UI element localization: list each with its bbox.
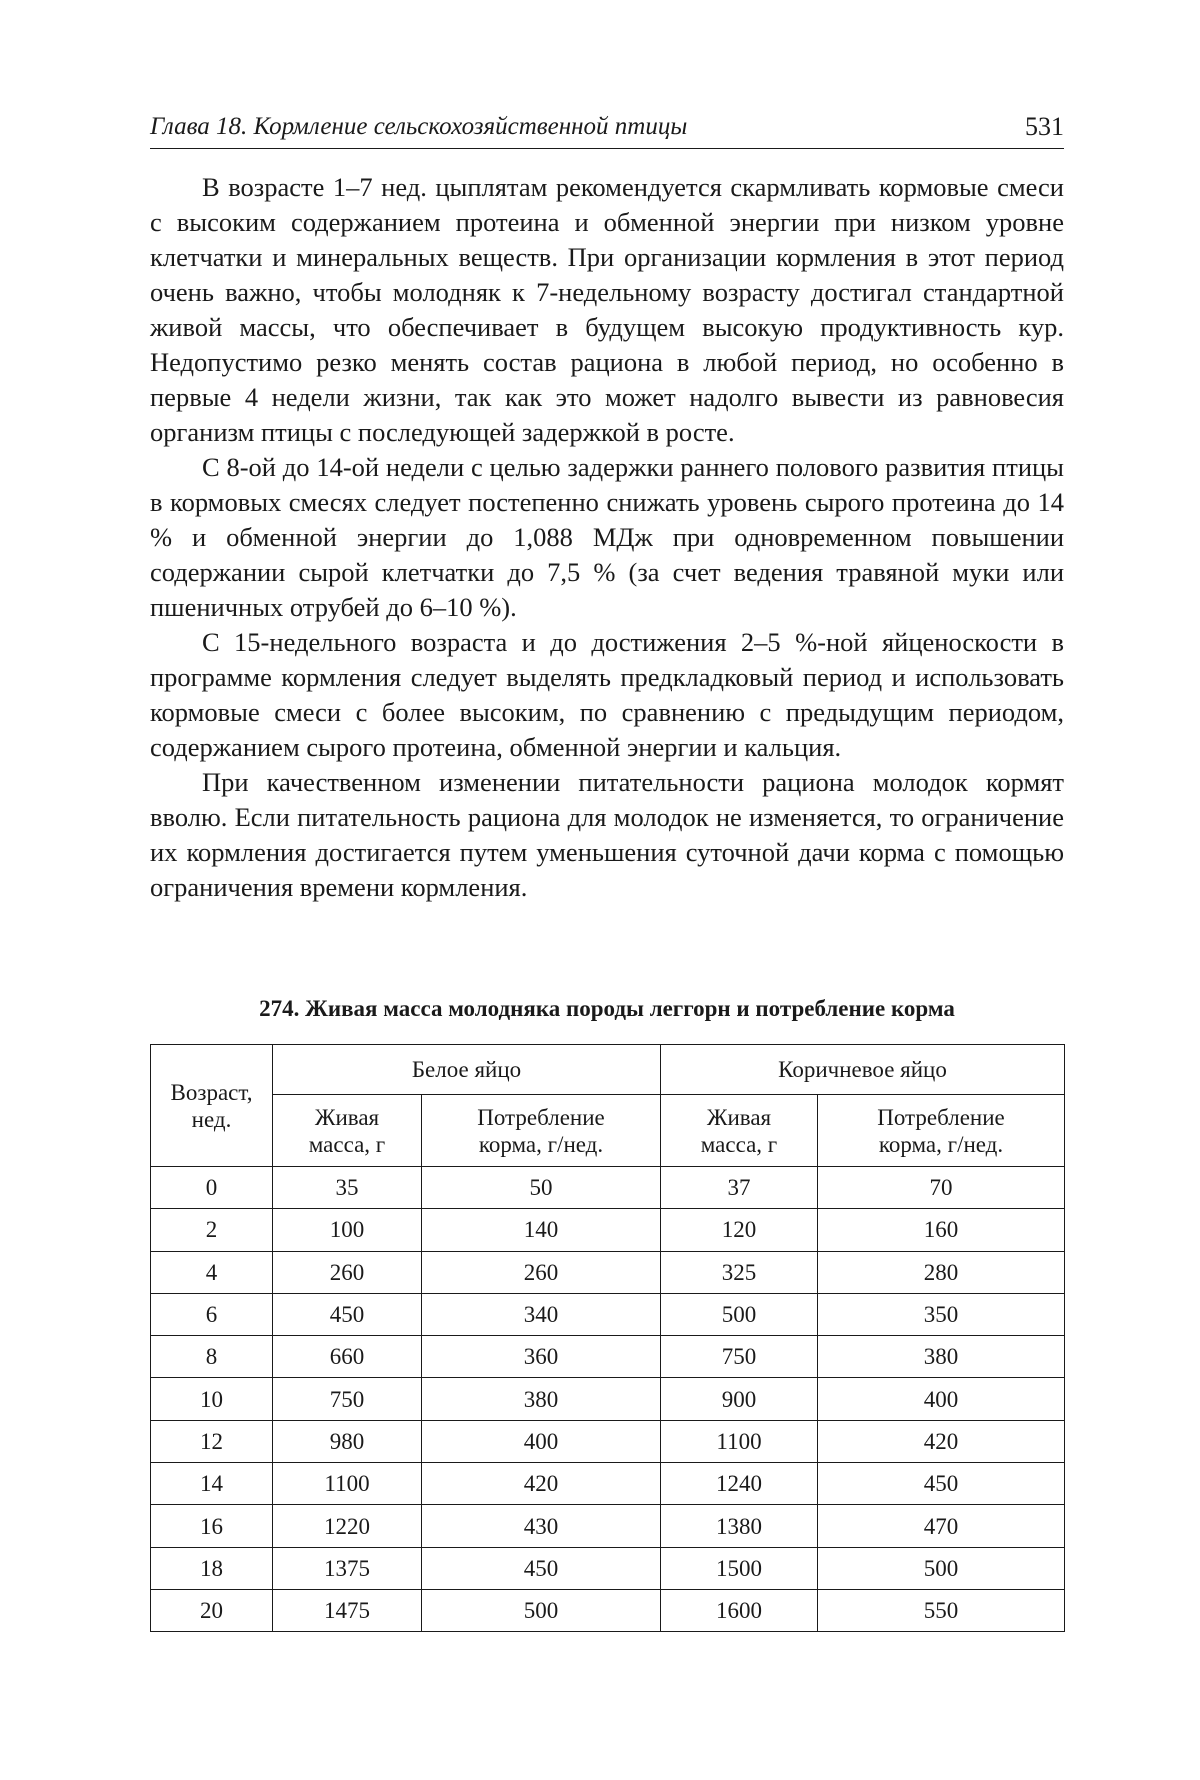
header-white-egg: Белое яйцо [273, 1045, 661, 1095]
cell-white-feed: 340 [422, 1293, 661, 1335]
cell-brown-live-mass: 1240 [661, 1463, 818, 1505]
table-row [151, 1420, 1065, 1462]
paragraph: При качественном изменении питательности рациона молодок кормят вволю. Если питательность рациона для молодок не изменяется, то ограничение их кормления достигается путем уменьшения суточной дачи корма с помощью ограничения времени кормления. [150, 767, 1064, 902]
table-body [151, 1167, 1065, 1632]
table-row [151, 1293, 1065, 1335]
table-row [151, 1336, 1065, 1378]
table-row [151, 1589, 1065, 1631]
cell-white-live-mass: 100 [273, 1209, 422, 1251]
cell-white-feed: 140 [422, 1209, 661, 1251]
cell-white-live-mass: 750 [273, 1378, 422, 1420]
cell-brown-live-mass: 500 [661, 1293, 818, 1335]
cell-white-feed: 400 [422, 1420, 661, 1462]
cell-white-feed: 360 [422, 1336, 661, 1378]
cell-brown-feed: 350 [818, 1293, 1065, 1335]
cell-white-feed: 500 [422, 1589, 661, 1631]
cell-brown-feed: 450 [818, 1463, 1065, 1505]
cell-brown-live-mass: 1380 [661, 1505, 818, 1547]
cell-white-feed: 260 [422, 1251, 661, 1293]
header-age: Возраст, нед. [151, 1045, 273, 1167]
cell-brown-live-mass: 1600 [661, 1589, 818, 1631]
cell-age: 14 [151, 1463, 273, 1505]
cell-white-live-mass: 1375 [273, 1547, 422, 1589]
header-brown-egg: Коричневое яйцо [661, 1045, 1065, 1095]
cell-white-feed: 420 [422, 1463, 661, 1505]
cell-age: 2 [151, 1209, 273, 1251]
cell-white-feed: 430 [422, 1505, 661, 1547]
chapter-title: Глава 18. Кормление сельскохозяйственной птицы [150, 113, 688, 140]
cell-white-live-mass: 450 [273, 1293, 422, 1335]
table-row [151, 1167, 1065, 1209]
table-caption: 274. Живая масса молодняка породы леггорн и потребление корма [259, 996, 955, 1021]
header-live-mass: Живая масса, г [661, 1095, 818, 1167]
cell-brown-feed: 70 [818, 1167, 1065, 1209]
cell-brown-feed: 400 [818, 1378, 1065, 1420]
header-feed-consumption: Потребление корма, г/нед. [422, 1095, 661, 1167]
table-row [151, 1463, 1065, 1505]
cell-age: 4 [151, 1251, 273, 1293]
cell-white-live-mass: 660 [273, 1336, 422, 1378]
header-feed-consumption: Потребление корма, г/нед. [818, 1095, 1065, 1167]
cell-brown-feed: 380 [818, 1336, 1065, 1378]
cell-white-live-mass: 1100 [273, 1463, 422, 1505]
paragraph: С 8-ой до 14-ой недели с целью задержки раннего полового развития птицы в кормовых смесях следует постепенно снижать уровень сырого протеина до 14 % и обменной энергии до 1,088 МДж при одновременном повышении содержании сырой клетчатки до 7,5 % (за счет ведения травяной муки или пшеничных отрубей до 6–10 %). [150, 452, 1064, 622]
cell-brown-feed: 500 [818, 1547, 1065, 1589]
cell-brown-live-mass: 37 [661, 1167, 818, 1209]
cell-white-live-mass: 260 [273, 1251, 422, 1293]
cell-brown-live-mass: 1100 [661, 1420, 818, 1462]
table-row [151, 1505, 1065, 1547]
cell-brown-live-mass: 325 [661, 1251, 818, 1293]
cell-white-live-mass: 1475 [273, 1589, 422, 1631]
cell-white-live-mass: 35 [273, 1167, 422, 1209]
page-number: 531 [1025, 112, 1064, 141]
cell-age: 18 [151, 1547, 273, 1589]
cell-age: 16 [151, 1505, 273, 1547]
cell-age: 10 [151, 1378, 273, 1420]
table-row [151, 1209, 1065, 1251]
running-header [150, 110, 1064, 149]
cell-white-feed: 50 [422, 1167, 661, 1209]
cell-age: 0 [151, 1167, 273, 1209]
cell-brown-live-mass: 900 [661, 1378, 818, 1420]
cell-brown-feed: 470 [818, 1505, 1065, 1547]
cell-brown-live-mass: 120 [661, 1209, 818, 1251]
cell-white-feed: 380 [422, 1378, 661, 1420]
cell-age: 6 [151, 1293, 273, 1335]
cell-age: 12 [151, 1420, 273, 1462]
data-table [150, 1044, 1065, 1632]
cell-brown-feed: 280 [818, 1251, 1065, 1293]
header-live-mass: Живая масса, г [273, 1095, 422, 1167]
cell-white-feed: 450 [422, 1547, 661, 1589]
paragraph: В возрасте 1–7 нед. цыплятам рекомендуется скармливать кормовые смеси с высоким содержанием протеина и обменной энергии при низком уровне клетчатки и минеральных веществ. При организации кормления в этот период очень важно, чтобы молодняк к 7-недельному возрасту достигал стандартной живой массы, что обеспечивает в будущем высокую продуктивность кур. Недопустимо резко менять состав рациона в любой период, но особенно в первые 4 недели жизни, так как это может надолго вывести из равновесия организм птицы с последующей задержкой в росте. [150, 172, 1064, 447]
table-row [151, 1547, 1065, 1589]
cell-brown-live-mass: 750 [661, 1336, 818, 1378]
table-row [151, 1378, 1065, 1420]
cell-brown-feed: 550 [818, 1589, 1065, 1631]
cell-brown-feed: 420 [818, 1420, 1065, 1462]
cell-white-live-mass: 1220 [273, 1505, 422, 1547]
cell-brown-live-mass: 1500 [661, 1547, 818, 1589]
cell-white-live-mass: 980 [273, 1420, 422, 1462]
cell-brown-feed: 160 [818, 1209, 1065, 1251]
cell-age: 8 [151, 1336, 273, 1378]
body-text [150, 170, 1064, 905]
cell-age: 20 [151, 1589, 273, 1631]
paragraph: С 15-недельного возраста и до достижения 2–5 %-ной яйценоскости в программе кормления следует выделять предкладковый период и использовать кормовые смеси с более высоким, по сравнению с предыдущим периодом, содержанием сырого протеина, обменной энергии и кальция. [150, 627, 1064, 762]
table-row [151, 1251, 1065, 1293]
